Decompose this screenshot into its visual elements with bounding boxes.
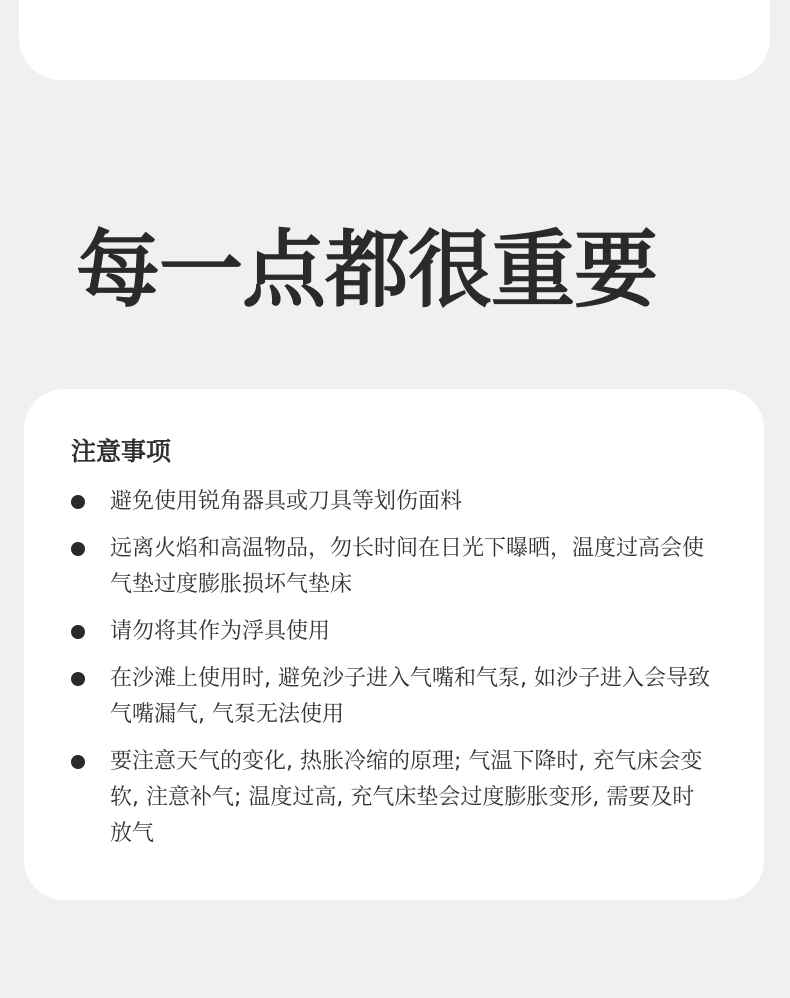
list-item [71, 744, 716, 852]
list-item [71, 531, 716, 603]
list-item [71, 484, 716, 520]
notice-title: 注意事项 [71, 437, 172, 466]
list-item-text: 在沙滩上使用时, 避免沙子进入气嘴和气泵, 如沙子进入会导致气嘴漏气, 气泵无法使用 [110, 666, 710, 727]
top-card [19, 0, 770, 80]
list-item-text: 避免使用锐角器具或刀具等划伤面料 [110, 489, 463, 514]
bullet-dot-icon [71, 542, 85, 556]
list-item [71, 614, 716, 650]
page-headline: 每一点都很重要 [76, 221, 658, 319]
notice-card [24, 389, 764, 900]
list-item-text: 远离火焰和高温物品，勿长时间在日光下曝晒，温度过高会使气垫过度膨胀损坏气垫床 [110, 536, 705, 597]
notice-list [71, 484, 716, 852]
list-item-text: 要注意天气的变化, 热胀冷缩的原理; 气温下降时, 充气床会变软, 注意补气; 温度过高, 充气床垫会过度膨胀变形, 需要及时放气 [110, 749, 703, 846]
bullet-dot-icon [71, 495, 85, 509]
bullet-dot-icon [71, 625, 85, 639]
list-item-text: 请勿将其作为浮具使用 [110, 619, 331, 644]
list-item [71, 661, 716, 733]
bullet-dot-icon [71, 672, 85, 686]
bullet-dot-icon [71, 755, 85, 769]
